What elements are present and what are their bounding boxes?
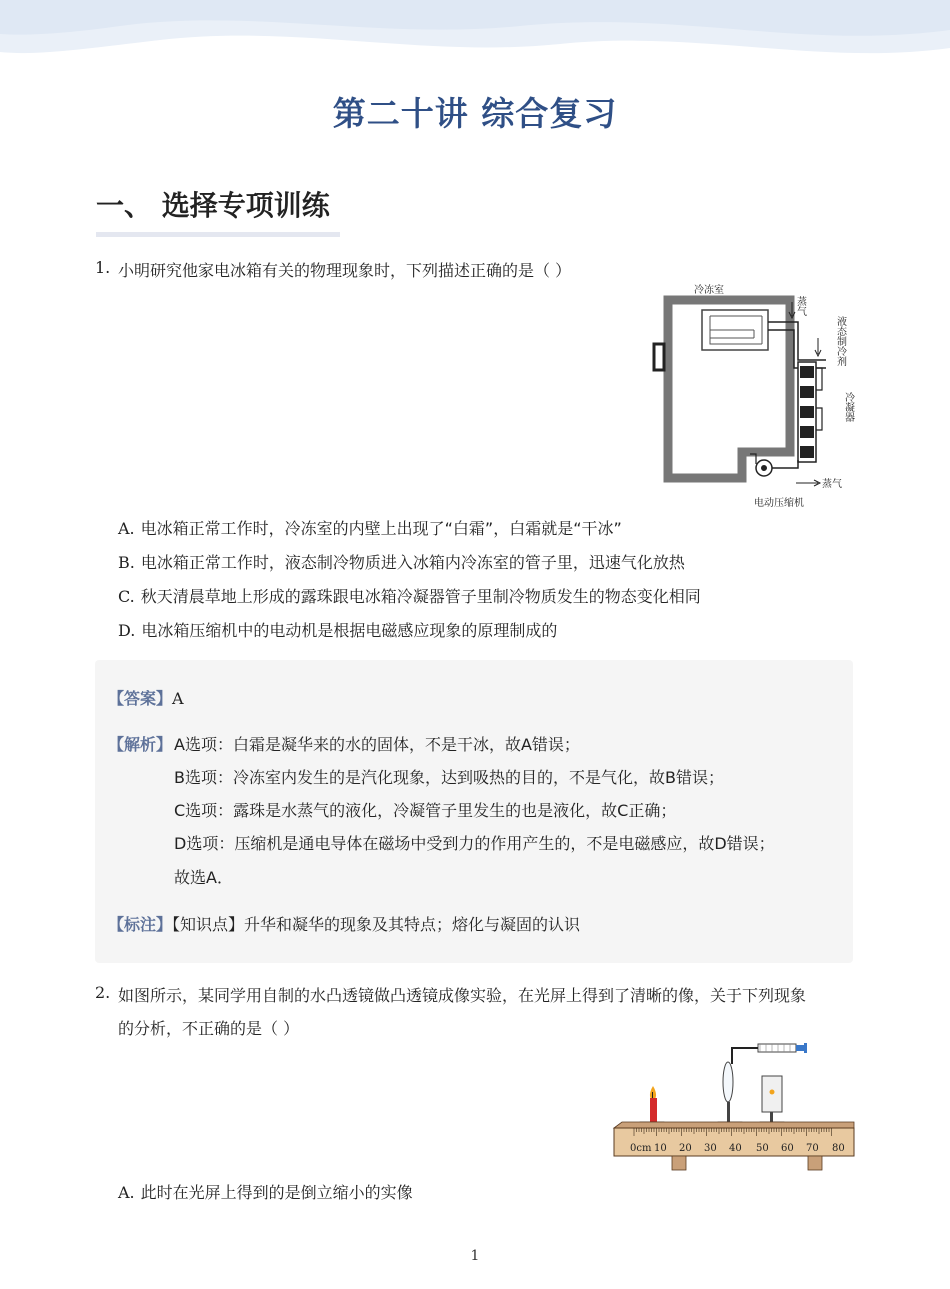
- question-2-stem-line-1: 如图所示，某同学用自制的水凸透镜做凸透镜成像实验，在光屏上得到了清晰的像，关于下列现象: [118, 986, 807, 1005]
- optical-bench-diagram: [610, 1036, 860, 1176]
- ruler-label-20: 20: [679, 1143, 692, 1154]
- ruler-label-80: 80: [832, 1143, 845, 1154]
- answer-value: A: [172, 689, 184, 708]
- label-liquid-refrigerant: 液态制冷剂: [834, 316, 846, 366]
- page-title: 第二十讲 综合复习: [332, 94, 618, 133]
- ruler-label-10: 10: [654, 1143, 667, 1154]
- section-heading: 一、 选择专项训练: [96, 189, 330, 222]
- fridge-door-handle: [654, 344, 664, 370]
- q1-option-b-letter: B.: [118, 553, 135, 572]
- q2-option-a-text: 此时在光屏上得到的是倒立缩小的实像: [140, 1183, 413, 1202]
- ruler-label-60: 60: [781, 1143, 794, 1154]
- fridge-diagram: [650, 282, 862, 512]
- ruler-label-0: 0cm: [630, 1143, 652, 1154]
- analysis-tag: 【解析】: [108, 735, 173, 754]
- q1-option-c-letter: C.: [118, 587, 135, 606]
- q2-option-a: [118, 1180, 413, 1203]
- q1-option-a-letter: A.: [118, 519, 135, 538]
- ruler-label-50: 50: [756, 1143, 769, 1154]
- q1-answer-line: [108, 686, 184, 709]
- q1-option-a-text: 电冰箱正常工作时，冷冻室的内壁上出现了“白霜”，白霜就是“干冰”: [140, 519, 622, 538]
- q2-option-a-letter: A.: [118, 1183, 135, 1202]
- question-1-number: 1.: [95, 258, 111, 277]
- note-line: [108, 912, 580, 935]
- label-vapor-bottom: 蒸气: [822, 479, 842, 490]
- section-underline: [96, 232, 340, 237]
- label-freezer: 冷冻室: [694, 285, 724, 296]
- ruler-label-70: 70: [806, 1143, 819, 1154]
- note-tag: 【标注】: [108, 915, 173, 934]
- label-compressor: 电动压缩机: [754, 498, 804, 509]
- q1-option-b: [118, 550, 685, 573]
- q1-option-c-text: 秋天清晨草地上形成的露珠跟电冰箱冷凝器管子里制冷物质发生的物态变化相同: [140, 587, 701, 606]
- label-condenser: 冷凝器: [842, 392, 854, 422]
- question-2-stem-line-2: 的分析，不正确的是（ ）: [118, 1019, 300, 1038]
- question-1-stem: 小明研究他家电冰箱有关的物理现象时，下列描述正确的是（ ）: [118, 261, 572, 280]
- analysis-line-2: B选项：冷冻室内发生的是汽化现象，达到吸热的目的，不是气化，故B错误；: [174, 768, 724, 787]
- note-text: 【知识点】升华和凝华的现象及其特点；熔化与凝固的认识: [172, 915, 581, 934]
- q1-option-d: [118, 618, 557, 641]
- analysis-line-4: D选项：压缩机是通电导体在磁场中受到力的作用产生的，不是电磁感应，故D错误；: [174, 834, 775, 853]
- question-2-number: 2.: [95, 983, 111, 1002]
- q1-option-d-text: 电冰箱压缩机中的电动机是根据电磁感应现象的原理制成的: [141, 621, 558, 640]
- analysis-line-1: A选项：白霜是凝华来的水的固体，不是干冰，故A错误；: [174, 735, 580, 754]
- answer-tag: 【答案】: [108, 689, 173, 708]
- q1-option-c: [118, 584, 701, 607]
- label-vapor-top: 蒸气: [794, 296, 806, 316]
- ruler-label-40: 40: [729, 1143, 742, 1154]
- page-number: 1: [470, 1248, 480, 1264]
- header-wave-decoration: [0, 0, 950, 80]
- q1-option-a: [118, 516, 622, 539]
- analysis-line-5: 故选A．: [174, 868, 233, 887]
- analysis-line-3: C选项：露珠是水蒸气的液化，冷凝管子里发生的也是液化，故C正确；: [174, 801, 677, 820]
- q1-option-b-text: 电冰箱正常工作时，液态制冷物质进入冰箱内冷冻室的管子里，迅速气化放热: [140, 553, 685, 572]
- ruler-label-30: 30: [704, 1143, 717, 1154]
- q1-option-d-letter: D.: [118, 621, 136, 640]
